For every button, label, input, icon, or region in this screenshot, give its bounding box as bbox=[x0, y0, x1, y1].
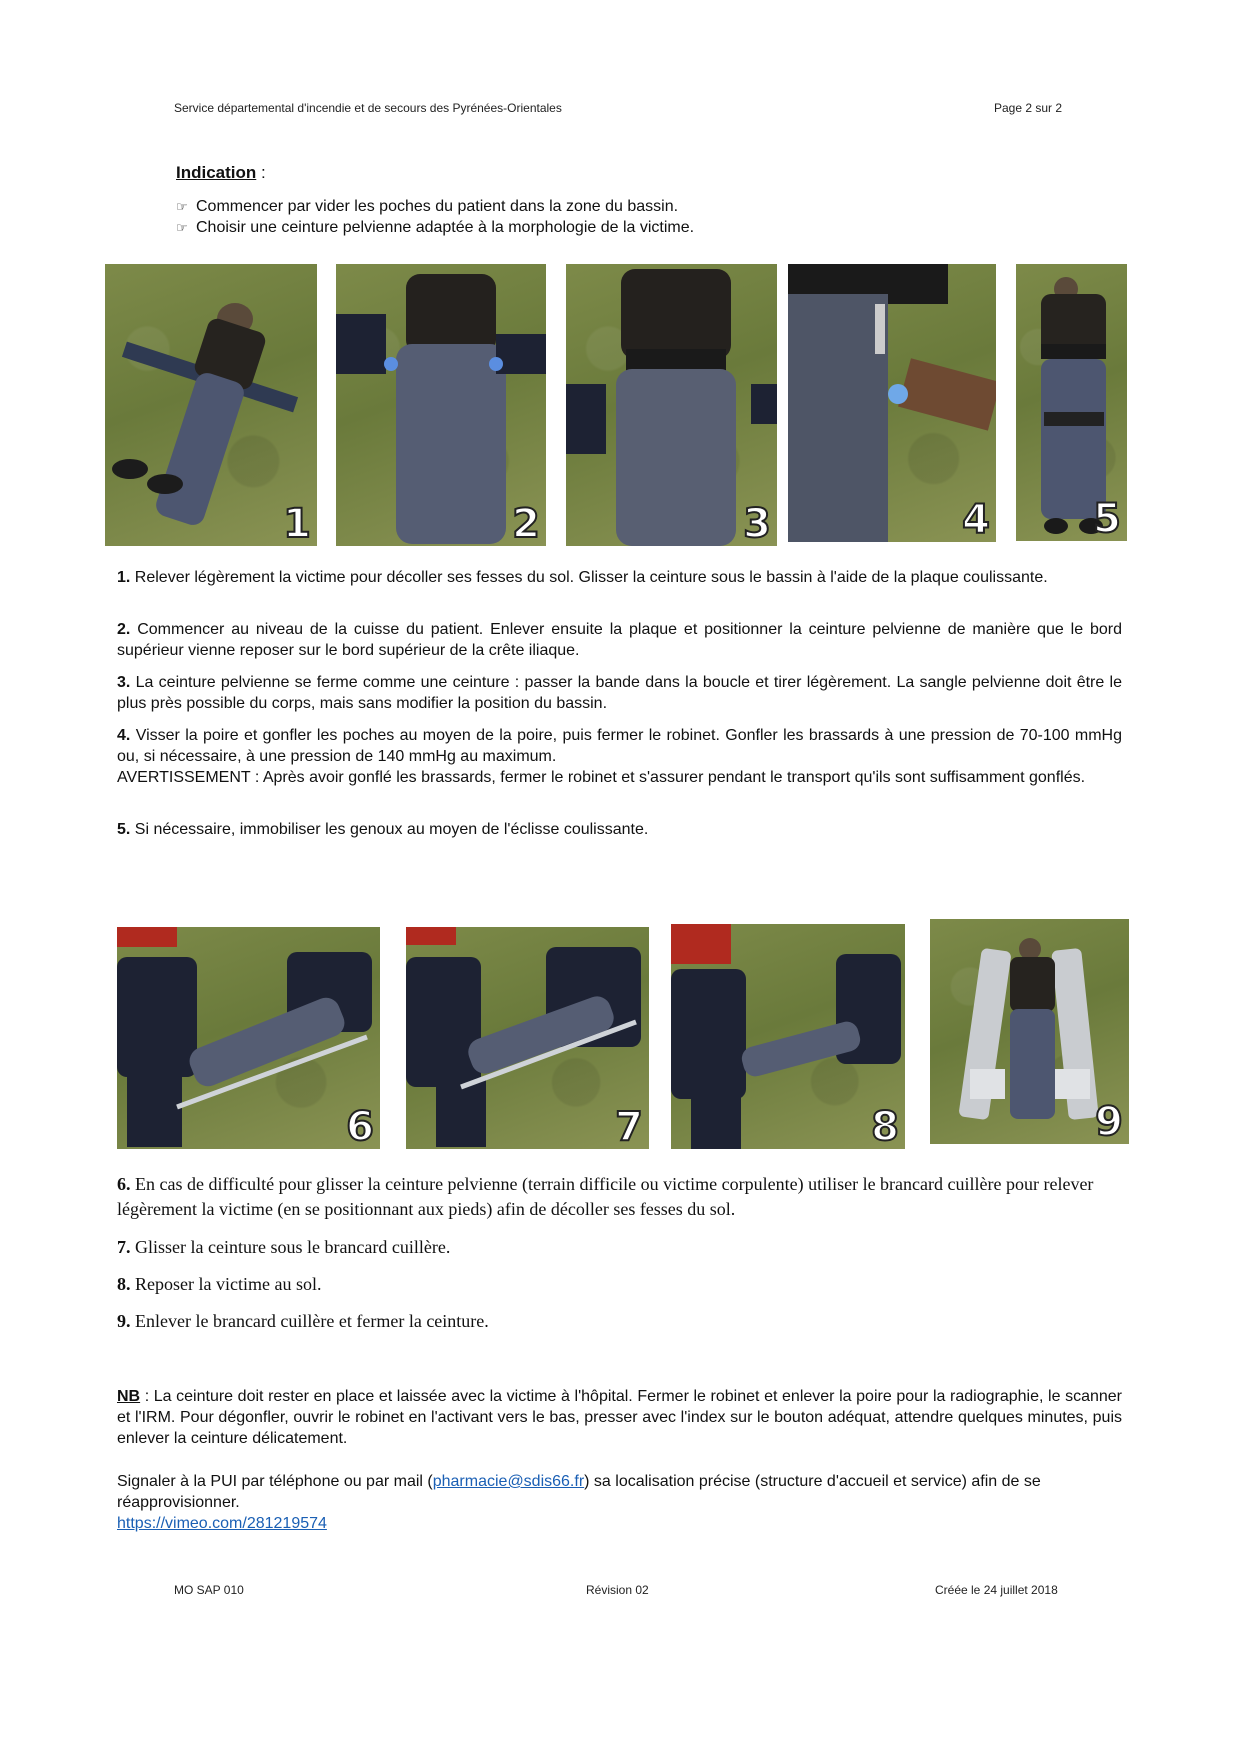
footer-revision: Révision 02 bbox=[586, 1583, 649, 1597]
step-number: 8. bbox=[117, 1274, 131, 1294]
step-1 bbox=[117, 567, 1122, 588]
signal-text-after: ) sa localisation précise (structure d'accueil et service) afin de se réapprovisionner. bbox=[117, 1473, 1041, 1511]
photo-step-5 bbox=[1016, 264, 1127, 541]
header-organization: Service départemental d'incendie et de secours des Pyrénées-Orientales bbox=[174, 101, 562, 115]
photo-step-1 bbox=[105, 264, 317, 546]
step-6 bbox=[117, 1172, 1132, 1222]
photo-step-7 bbox=[406, 927, 649, 1149]
photo-number: 5 bbox=[1093, 496, 1121, 541]
step-number: 5. bbox=[117, 821, 131, 838]
photo-number: 2 bbox=[512, 501, 540, 546]
photo-step-3 bbox=[566, 264, 777, 546]
lower-victim-illustration bbox=[671, 924, 905, 1149]
step-text: La ceinture pelvienne se ferme comme une ceinture : passer la bande dans la boucle et tirer légèrement. La sangle pelvienne doit être le plus près possible du corps, mais sans modifier la position du bassin. bbox=[117, 674, 1122, 712]
nb-label: NB bbox=[117, 1388, 141, 1405]
photo-number: 9 bbox=[1095, 1099, 1123, 1144]
photo-number: 7 bbox=[615, 1104, 643, 1149]
pharmacy-email-link[interactable]: pharmacie@sdis66.fr bbox=[432, 1473, 585, 1490]
photo-number: 8 bbox=[871, 1104, 899, 1149]
step-number: 2. bbox=[117, 621, 131, 638]
indication-heading bbox=[176, 163, 266, 183]
step-5 bbox=[117, 819, 1122, 840]
indication-item-text: Choisir une ceinture pelvienne adaptée à la morphologie de la victime. bbox=[196, 219, 695, 236]
pointing-hand-icon: ☞ bbox=[176, 220, 188, 235]
photo-number: 1 bbox=[283, 501, 311, 546]
photo-step-9 bbox=[930, 919, 1129, 1144]
step-text: Relever légèrement la victime pour décoller ses fesses du sol. Glisser la ceinture sous le bassin à l'aide de la plaque coulissante. bbox=[134, 569, 1048, 586]
step-number: 9. bbox=[117, 1311, 131, 1331]
footer-created-date: Créée le 24 juillet 2018 bbox=[935, 1583, 1058, 1597]
photo-step-6 bbox=[117, 927, 380, 1149]
step-2 bbox=[117, 619, 1122, 661]
indication-list bbox=[176, 196, 694, 238]
step-text: Glisser la ceinture sous le brancard cuillère. bbox=[135, 1237, 451, 1257]
step-9 bbox=[117, 1309, 1132, 1334]
step-text: Commencer au niveau de la cuisse du patient. Enlever ensuite la plaque et positionner la ceinture pelvienne de manière que le bord supérieur vienne reposer sur le bord supérieur de la crête iliaque. bbox=[117, 621, 1122, 659]
nb-note bbox=[117, 1386, 1122, 1449]
photo-number: 3 bbox=[743, 501, 771, 546]
step-number: 3. bbox=[117, 674, 131, 691]
slide-belt-illustration bbox=[406, 927, 649, 1149]
step-text: Si nécessaire, immobiliser les genoux au moyen de l'éclisse coulissante. bbox=[134, 821, 649, 838]
step-7 bbox=[117, 1235, 1132, 1260]
step-warning: AVERTISSEMENT : Après avoir gonflé les brassards, fermer le robinet et s'assurer pendant le transport qu'ils sont suffisamment gonflés. bbox=[117, 769, 1086, 786]
photo-number: 6 bbox=[346, 1104, 374, 1149]
photo-step-4 bbox=[788, 264, 996, 542]
step-text: En cas de difficulté pour glisser la ceinture pelvienne (terrain difficile ou victime corpulente) utiliser le brancard cuillère pour relever légèrement la victime (en se positionnant aux pieds) afin de décoller ses fesses du sol. bbox=[117, 1174, 1094, 1219]
nb-text: : La ceinture doit rester en place et laissée avec la victime à l'hôpital. Fermer le robinet et enlever la poire pour la radiographie, le scanner et l'IRM. Pour dégonfler, ouvrir le robinet en l'activant vers le bas, presser avec l'index sur le bouton adéquat, attendre quelques minutes, puis enlever la ceinture délicatement. bbox=[117, 1388, 1122, 1447]
photo-step-2 bbox=[336, 264, 546, 546]
indication-item bbox=[176, 196, 694, 217]
footer-reference: MO SAP 010 bbox=[174, 1583, 244, 1597]
photo-number: 4 bbox=[962, 497, 990, 542]
indication-colon: : bbox=[256, 163, 266, 182]
step-4 bbox=[117, 725, 1122, 788]
pointing-hand-icon: ☞ bbox=[176, 199, 188, 214]
step-text: Visser la poire et gonfler les poches au moyen de la poire, puis fermer le robinet. Gonfler les brassards à une pression de 70-100 mmHg ou, si nécessaire, à une pression de 140 mmHg au maximum. bbox=[117, 727, 1123, 765]
indication-item-text: Commencer par vider les poches du patient dans la zone du bassin. bbox=[196, 198, 679, 215]
step-text: Reposer la victime au sol. bbox=[135, 1274, 322, 1294]
step-number: 6. bbox=[117, 1174, 131, 1194]
step-number: 7. bbox=[117, 1237, 131, 1257]
step-number: 4. bbox=[117, 727, 131, 744]
step-number: 1. bbox=[117, 569, 131, 586]
step-3 bbox=[117, 672, 1122, 714]
indication-title: Indication bbox=[176, 163, 257, 182]
indication-item bbox=[176, 217, 694, 238]
photo-step-8 bbox=[671, 924, 905, 1149]
vimeo-video-link[interactable]: https://vimeo.com/281219574 bbox=[117, 1515, 327, 1532]
header-page-number: Page 2 sur 2 bbox=[994, 101, 1063, 115]
scoop-stretcher-lift-illustration bbox=[117, 927, 380, 1149]
signal-note bbox=[117, 1471, 1122, 1534]
signal-text-before: Signaler à la PUI par téléphone ou par mail ( bbox=[117, 1473, 433, 1490]
step-8 bbox=[117, 1272, 1132, 1297]
step-text: Enlever le brancard cuillère et fermer la ceinture. bbox=[135, 1311, 489, 1331]
